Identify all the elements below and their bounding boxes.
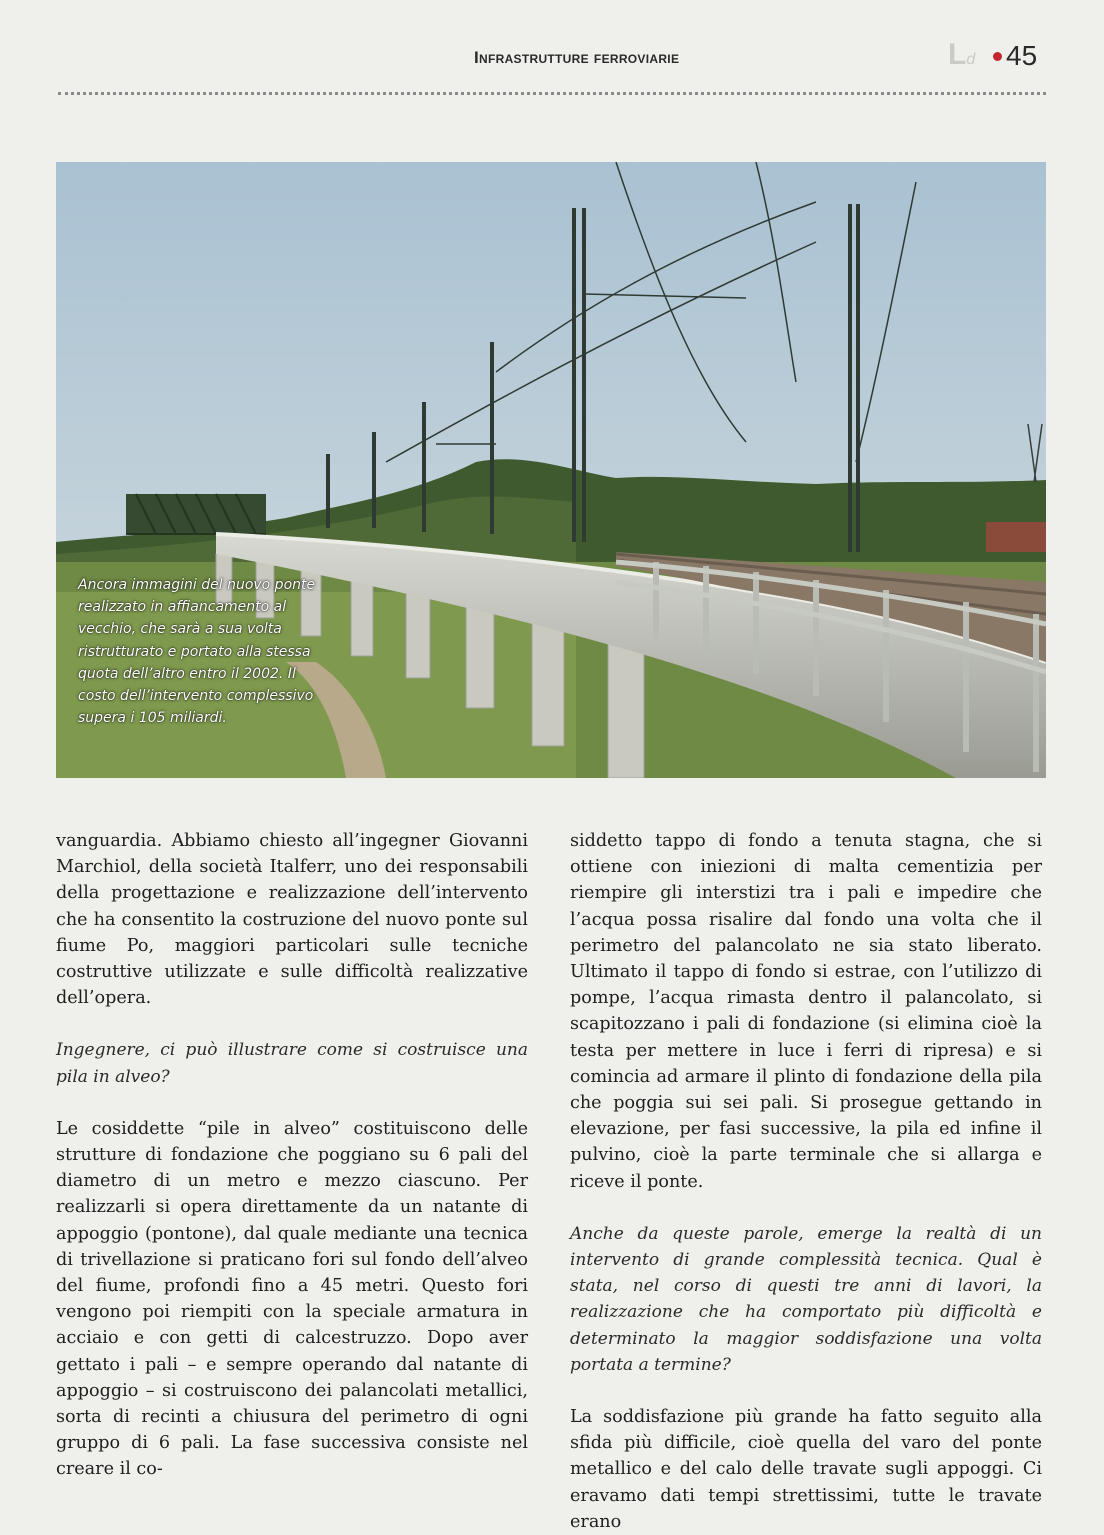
article-paragraph: La soddisfazione più grande ha fatto seguito alla sfida più difficile, cioè quella del varo del ponte metallico e del calo delle travate sugli appoggi. Ci eravamo dati tempi strettissimi, tutte le travate erano bbox=[570, 1407, 1042, 1532]
article-column-right bbox=[570, 828, 1042, 1535]
interview-question: Ingegnere, ci può illustrare come si costruisce una pila in alveo? bbox=[56, 1040, 528, 1087]
magazine-logo bbox=[948, 40, 992, 70]
header-dotted-rule bbox=[58, 92, 1046, 95]
bridge-photo bbox=[56, 162, 1046, 778]
logo-subscript: d bbox=[966, 51, 976, 68]
article-paragraph: Le cosiddette “pile in alveo” costituiscono delle strutture di fondazione che poggiano su 6 pali del diametro di un metro e mezzo ciascuno. Per realizzarli si opera direttamente da un natante di appoggio (pontone), dal quale mediante una tecnica di trivellazione si praticano fori sul fondo dell’alveo del fiume, profondi fino a 45 metri. Questo fori vengono poi riempiti con la speciale armatura in acciaio e con getti di calcestruzzo. Dopo aver gettato i pali – e sempre operando dal natante di appoggio – si costruiscono dei palancolati metallici, sorta di recinti a chiusura del perimetro di ogni gruppo di 6 pali. La fase successiva consiste nel creare il co- bbox=[56, 1118, 528, 1480]
interview-question: Anche da queste parole, emerge la realtà di un intervento di grande complessità tecnica. Qual è stata, nel corso di questi tre anni di lavori, la realizzazione che ha comportato più difficoltà e determinato la maggior soddisfazione una volta portata a termine? bbox=[570, 1223, 1042, 1375]
article-paragraph: vanguardia. Abbiamo chiesto all’ingegner Giovanni Marchiol, della società Italferr, uno dei responsabili della progettazione e realizzazione dell’intervento che ha consentito la costruzione del nuovo ponte sul fiume Po, maggiori particolari sulle tecniche costruttive utilizzate e sulle difficoltà realizzative dell’opera. bbox=[56, 831, 528, 1009]
article-column-left bbox=[56, 828, 528, 1483]
section-title: Infrastrutture ferroviarie bbox=[474, 48, 680, 67]
logo-letter: L bbox=[948, 38, 967, 71]
page-number: 45 bbox=[1006, 40, 1038, 71]
article-paragraph: siddetto tappo di fondo a tenuta stagna, che si ottiene con iniezioni di malta cementizia per riempire gli interstizi tra i pali e impedire che l’acqua possa risalire dal fondo una volta che il perimetro del palancolato ne sia stato liberato. Ultimato il tappo di fondo si estrae, con l’utilizzo di pompe, l’acqua rimasta dentro il palancolato, si scapitozzano i pali di fondazione (si elimina cioè la testa per mettere in luce i ferri di ripresa) e si comincia ad armare il plinto di fondazione della pila che poggia sui sei pali. Si prosegue gettando in elevazione, per fasi successive, la pila ed infine il pulvino, cioè la parte terminale che si allarga e riceve il ponte. bbox=[570, 831, 1042, 1192]
photo-caption: Ancora immagini del nuovo ponte realizzato in affiancamento al vecchio, che sarà a sua volta ristrutturato e portato alla stessa quota dell’altro entro il 2002. Il costo dell’intervento complessivo supera i 105 miliardi. bbox=[78, 577, 316, 727]
page-number-bullet bbox=[993, 52, 1002, 61]
